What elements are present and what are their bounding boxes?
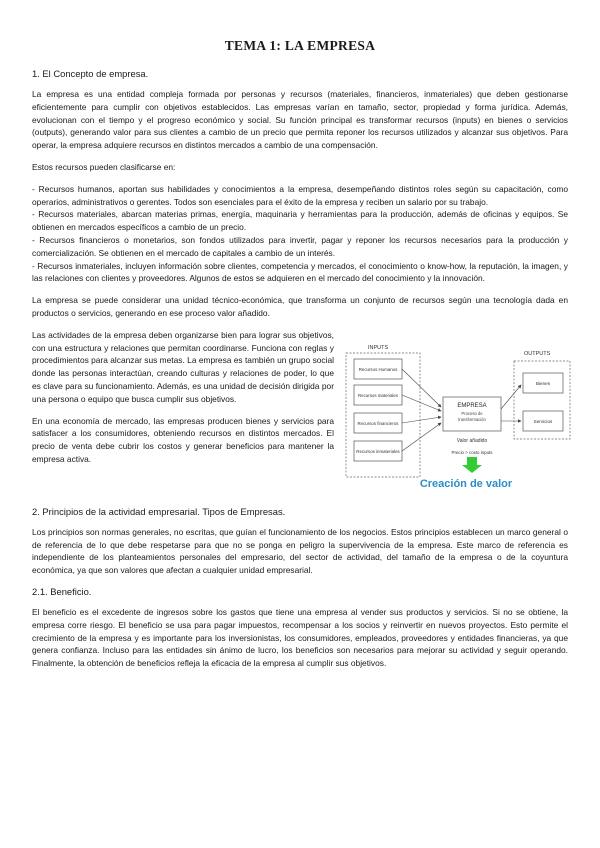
- arrow-empresa-to-bienes: [501, 385, 521, 409]
- input-label-financial: Recursos financieros: [357, 420, 399, 426]
- empresa-subtitle-2: transformación: [458, 416, 486, 422]
- section-1-heading: 1. El Concepto de empresa.: [32, 68, 149, 79]
- empresa-subtitle-1: Proceso de: [461, 410, 483, 416]
- page-title: TEMA 1: LA EMPRESA: [224, 38, 376, 53]
- creation-arrow-icon: [462, 457, 482, 473]
- empresa-title: EMPRESA: [457, 402, 487, 409]
- input-label-human: Recursos Humanos: [358, 366, 398, 372]
- arrow-immaterial-to-empresa: [402, 423, 441, 451]
- arrow-material-to-empresa: [402, 395, 441, 411]
- inputs-label: INPUTS: [368, 344, 389, 351]
- creacion-de-valor-label: Creación de valor: [419, 477, 513, 490]
- outputs-label: OUTPUTS: [524, 350, 551, 357]
- section-1-paragraph-4: Las actividades de la empresa deben organizarse bien para lograr sus objetivos, con una estructura y relaciones que permitan coordinarse. Funciona con reglas y procedimientos para alcanzar sus metas. La empresa es también un grupo social donde las personas interactúan, creando culturas y relaciones de poder, lo que es clave para su funcionamiento. Además, es una unidad de decisión dirigida por una persona o equipo que busca cumplir sus objetivos.: [32, 329, 334, 404]
- arrow-financial-to-empresa: [402, 417, 441, 423]
- output-label-servicios: Servicios: [533, 418, 553, 424]
- resources-list-item-financial: - Recursos financieros o monetarios, son fondos utilizados para invertir, pagar y reponer los recursos necesarios para la producción y comercialización. Se obtienen en el mercado de capitales a cambio de un interés.: [32, 234, 568, 258]
- resources-list-item-immaterial: - Recursos inmateriales, incluyen información sobre clientes, competencia y mercados, el conocimiento o know-how, la reputación, la imagen, y las relaciones con clientes y proveedores. Algunos de estos se adquieren en el mercado del conocimiento y la innovación.: [32, 260, 568, 284]
- resources-list-item-material: - Recursos materiales, abarcan materias primas, energía, maquinaria y herramientas para la producción, además de oficinas y equipos. Se obtienen en mercados específicos a cambio de un precio.: [32, 209, 568, 233]
- right-column: [342, 329, 572, 506]
- resources-list: [32, 183, 568, 285]
- section-2-1-paragraph-1: El beneficio es el excedente de ingresos sobre los gastos que tiene una empresa al vender sus productos y servicios. Si no se obtiene, la empresa corre riesgo. El beneficio se usa para pagar impuestos, recompensar a los socios y reinvertir en nuevos proyectos. Esto permite el crecimiento de la empresa y es importante para los inversionistas, los consumidores, empleados, proveedores y entidades financieras, ya que genera confianza. Incluso para las entidades sin ánimo de lucro, los beneficios son necesarios para mejorar su actividad y seguir operando. Finalmente, la obtención de beneficios refleja la eficacia de la empresa al cumplir sus objetivos.: [32, 606, 568, 669]
- input-label-immaterial: Recursos inmateriales: [356, 448, 400, 454]
- section-1-paragraph-2: Estos recursos pueden clasificarse en:: [32, 161, 176, 172]
- valor-anadido-label: Valor añadido: [456, 437, 488, 444]
- arrow-human-to-empresa: [402, 369, 441, 407]
- output-label-bienes: Bienes: [535, 380, 551, 386]
- section-1-paragraph-1: La empresa es una entidad compleja formada por personas y recursos (materiales, financieros, inmateriales) que deben gestionarse eficientemente para cumplir con objetivos establecidos. Las empresas varían en tamaño, sector, propiedad y forma jurídica. Además, evolucionan con el tiempo y el progreso económico y social. Su función principal es transformar recursos (inputs) en bienes o servicios (outputs), generando valor para sus clientes a cambio de un precio que permita reponer los recursos utilizados y alcanzar sus objetivos. Para operar, la empresa adquiere recursos en distintos mercados a cambio de una compensación.: [32, 89, 568, 151]
- section-1-paragraph-5: En una economía de mercado, las empresas producen bienes y servicios para satisfacer a los consumidores, obteniendo recursos en distintos mercados. El precio de venta debe cubrir los costos y generar beneficios para mantener la empresa activa.: [32, 415, 334, 464]
- section-2-1-heading: 2.1. Beneficio.: [32, 585, 92, 597]
- section-2-heading: 2. Principios de la actividad empresarial. Tipos de Empresas.: [32, 505, 286, 517]
- resources-list-item-human: - Recursos humanos, aportan sus habilidades y conocimientos a la empresa, desempeñando distintos roles según su capacitación, como operarios, administrativos o gerentes. Todos son esenciales para el éxito de la empresa y reciben un salario por su trabajo.: [32, 183, 568, 207]
- section-1-paragraph-3: La empresa se puede considerar una unidad técnico-económica, que transforma un conjunto de recursos según una tecnología dada en productos o servicios, generando en ese proceso valor añadido.: [32, 295, 568, 318]
- text-with-diagram: [32, 329, 568, 506]
- input-label-material: Recursos materiales: [357, 392, 399, 398]
- value-creation-diagram: [342, 341, 572, 501]
- left-column: [32, 329, 334, 506]
- precio-label: Precio > costo inputs: [451, 449, 493, 455]
- section-2-paragraph-1: Los principios son normas generales, no escritas, que guían el funcionamiento de los negocios. Estos principios establecen un marco general o de referencia de lo que debe respetarse para que no se ponga en peligro la supervivencia de la empresa. Este marco de referencia es independiente de los planteamientos personales del empresario, del sector de actividad, del tamaño de la empresa o de la coyuntura económica, ya que son valores que afectan a cualquier unidad empresarial.: [32, 526, 568, 576]
